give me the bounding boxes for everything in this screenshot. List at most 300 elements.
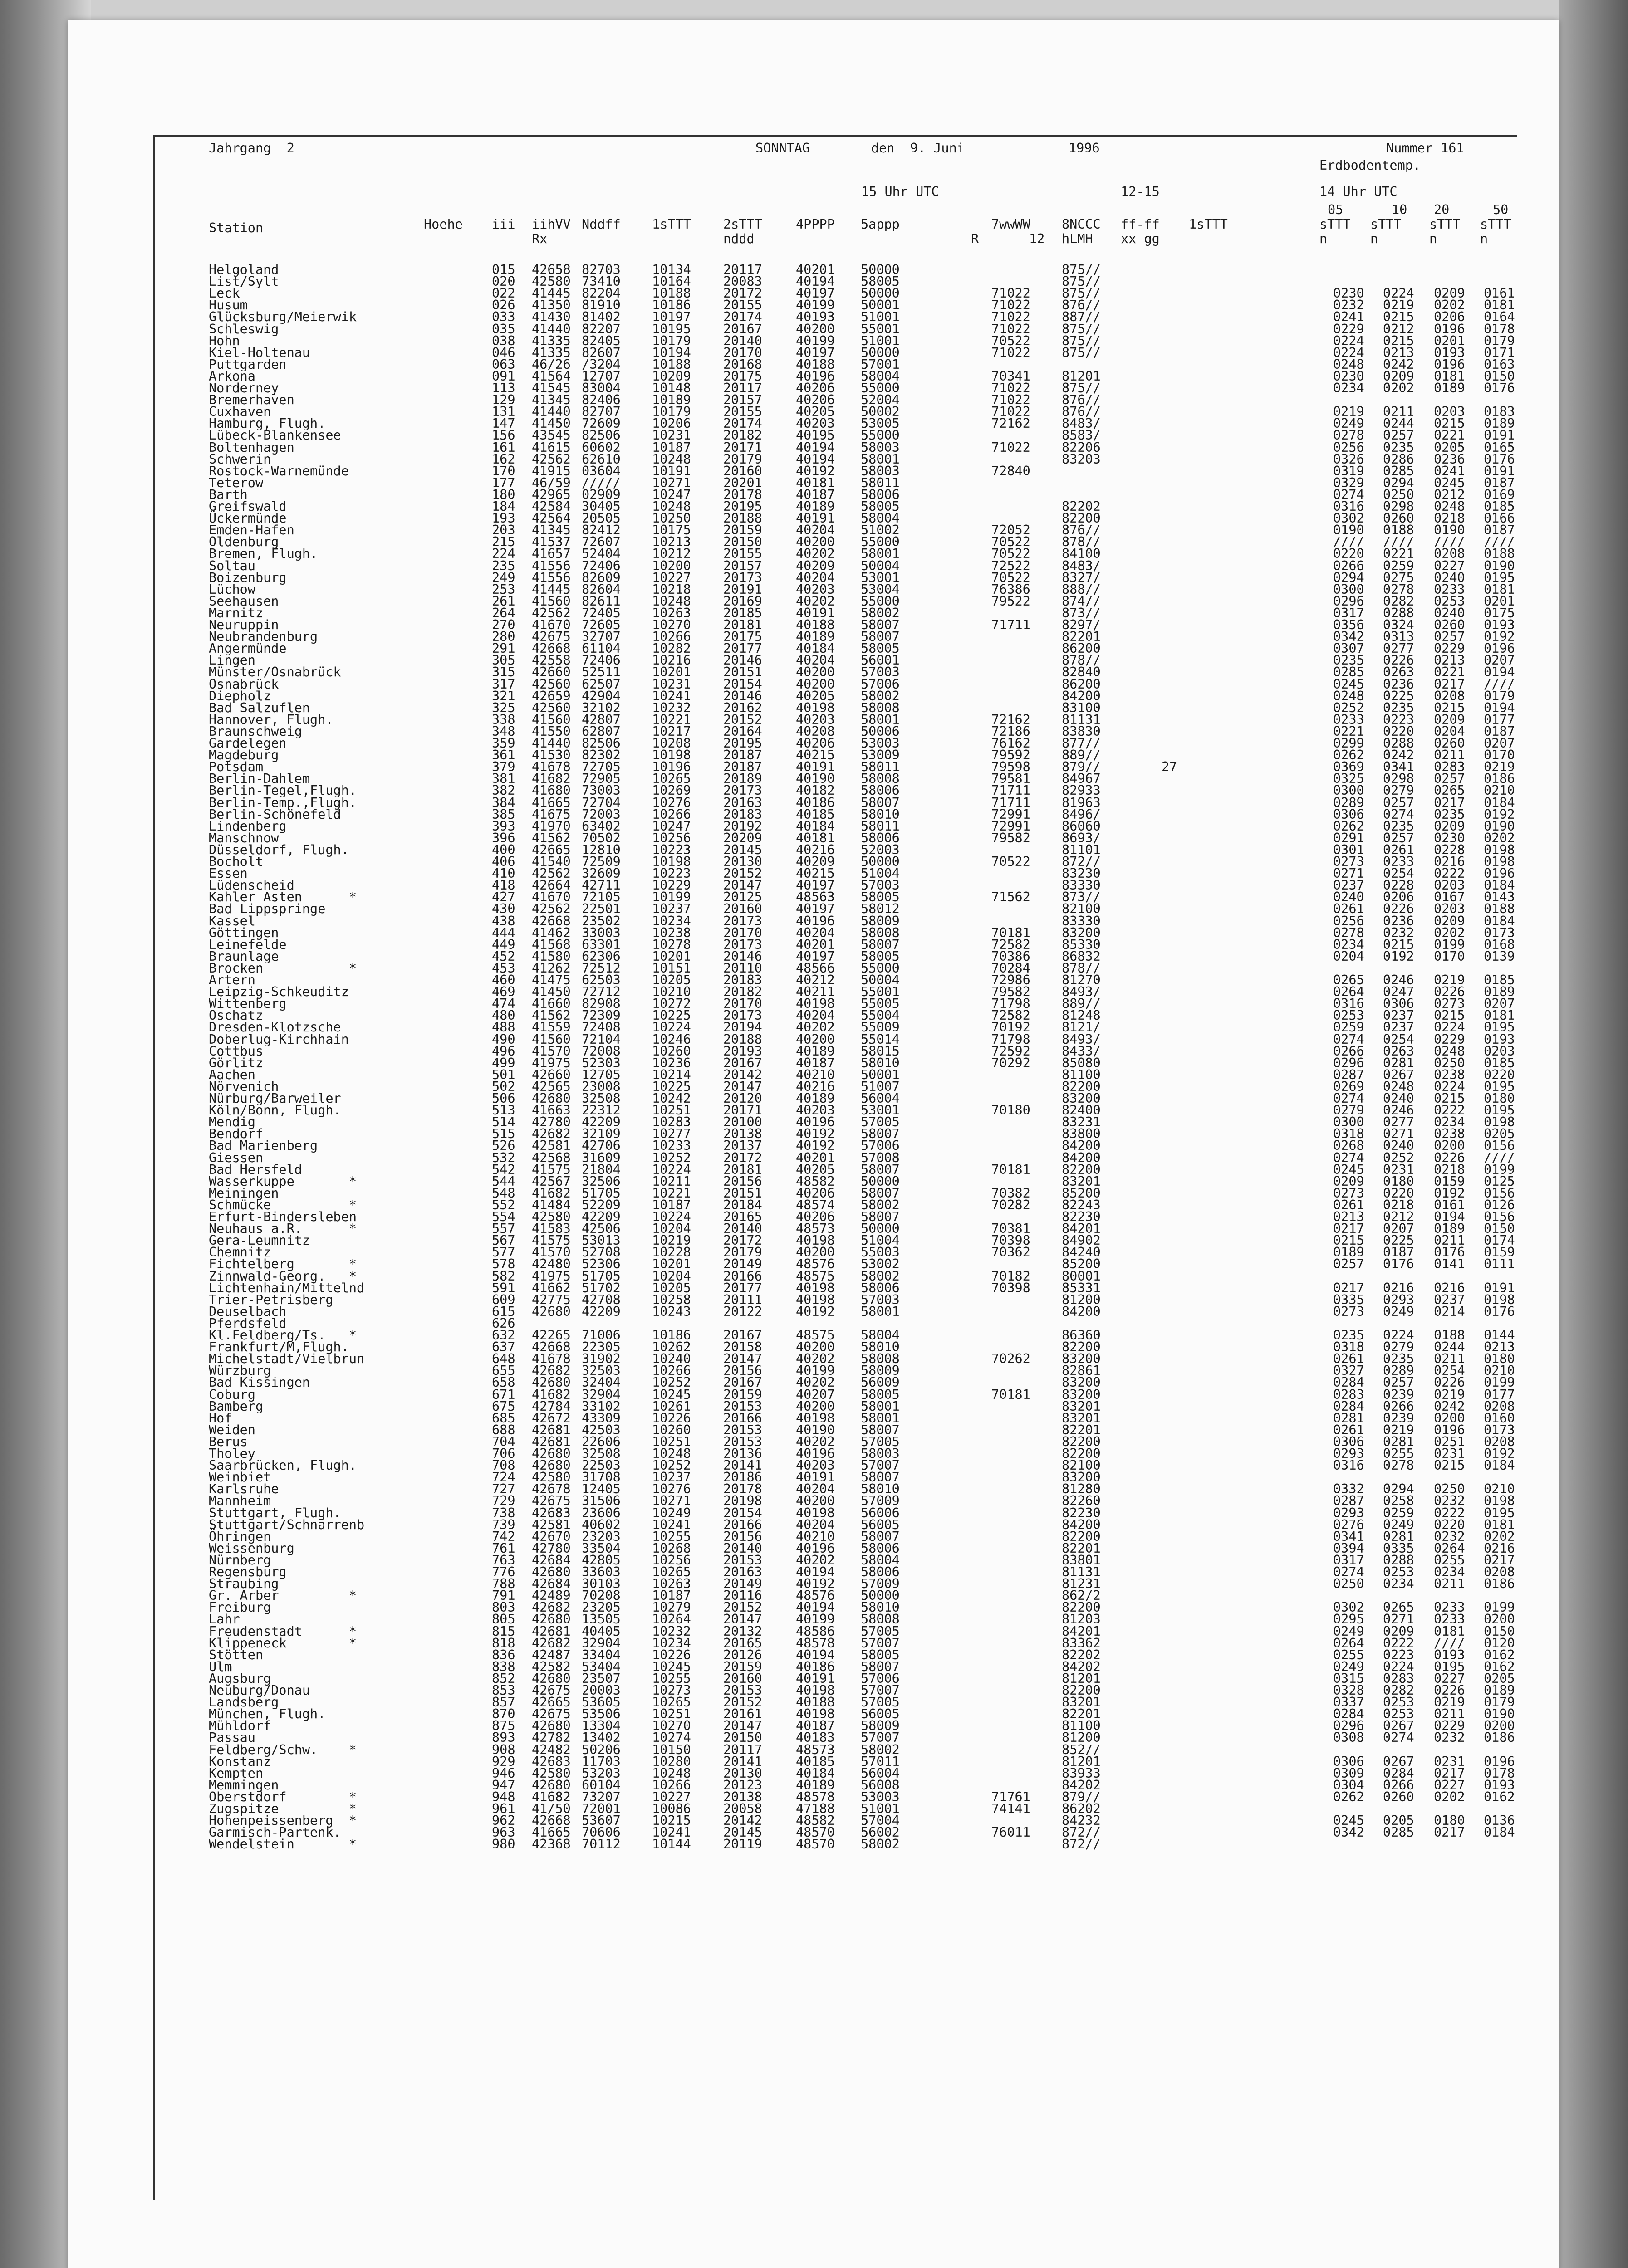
cell-8nccc: 872// [1062,1825,1101,1840]
cell-iii: 805 [492,1612,515,1627]
cell-nddff: 30405 [582,499,621,514]
cell-soil-05: 0294 [1333,570,1364,585]
cell-nddff: 20003 [582,1683,621,1698]
col-hlmh: hLMH [1062,231,1093,246]
cell-1sttt: 10198 [652,854,691,869]
cell-soil-20: 0238 [1434,1067,1465,1082]
cell-soil-10: 0286 [1383,451,1414,467]
cell-nddff: 72512 [582,960,621,976]
cell-iii: 552 [492,1197,515,1212]
cell-soil-10: 0216 [1383,1280,1414,1295]
cell-station-name: Schleswig [209,321,279,337]
cell-5appp: 57008 [861,1150,900,1165]
cell-4pppp: 40199 [796,333,835,348]
cell-4pppp: 40198 [796,700,835,715]
cell-station-name: Berus [209,1434,248,1449]
cell-1sttt: 10241 [652,1825,691,1840]
cell-iii: 410 [492,866,515,881]
cell-5appp: 53005 [861,416,900,431]
cell-5appp: 58003 [861,463,900,479]
cell-soil-50: 0181 [1484,1008,1515,1023]
cell-2sttt: 20138 [723,1126,762,1142]
cell-soil-20: 0218 [1434,1162,1465,1177]
cell-1sttt: 10242 [652,1091,691,1106]
cell-station-name: List/Sylt [209,274,279,289]
cell-iii: 460 [492,973,515,987]
cell-4pppp: 40200 [796,534,835,550]
cell-1sttt: 10243 [652,1304,691,1319]
cell-soil-10: 0263 [1383,665,1414,680]
cell-soil-05: 0287 [1333,1067,1364,1082]
cell-soil-20: 0228 [1434,842,1465,857]
cell-station-name: Gardelegen [209,736,287,751]
cell-iihvv: 42560 [532,676,571,692]
cell-8nccc: 852// [1062,1742,1101,1757]
cell-7wwww: 79522 [991,593,1030,609]
cell-4pppp: 40200 [796,321,835,337]
cell-soil-05: 0253 [1333,1008,1364,1023]
cell-7wwww: 71711 [991,617,1030,632]
cell-soil-20: 0236 [1434,451,1465,467]
cell-iii: 215 [492,534,515,550]
cell-nddff: 82405 [582,333,621,348]
cell-nddff: 33504 [582,1540,621,1556]
cell-soil-50: 0170 [1484,748,1515,763]
cell-soil-50: 0184 [1484,913,1515,929]
cell-iihvv: 41657 [532,546,571,562]
cell-1sttt: 10188 [652,357,691,372]
cell-station-name: Artern [209,973,255,987]
cell-8nccc: 82200 [1062,1600,1101,1615]
cell-soil-05: 0232 [1333,298,1364,313]
cell-soil-10: 0223 [1383,1647,1414,1662]
cell-station-name: Bamberg [209,1398,264,1414]
cell-2sttt: 20130 [723,854,762,869]
cell-iii: 658 [492,1375,515,1390]
cell-1sttt: 10263 [652,605,691,621]
cell-2sttt: 20120 [723,1091,762,1106]
cell-station-name: Münster/Osnabrück [209,665,341,680]
cell-8nccc: 82200 [1062,1434,1101,1449]
cell-soil-50: 0200 [1484,1718,1515,1734]
cell-8nccc: 83200 [1062,1387,1101,1402]
cell-soil-50: 0180 [1484,1351,1515,1367]
cell-soil-20: 0254 [1434,1363,1465,1378]
cell-1sttt: 10205 [652,973,691,987]
cell-nddff: 42805 [582,1552,621,1568]
cell-7wwww: 70522 [991,534,1030,550]
cell-2sttt: 20149 [723,1256,762,1272]
cell-station-name: Ulm [209,1659,232,1674]
cell-soil-20: 0181 [1434,1623,1465,1639]
cell-soil-50: 0143 [1484,890,1515,905]
cell-iihvv: 42665 [532,842,571,857]
cell-iihvv: 42675 [532,629,571,645]
cell-iihvv: 42682 [532,1363,571,1378]
cell-station-name: Bad Hersfeld [209,1162,302,1177]
cell-soil-20: 0211 [1434,1576,1465,1592]
cell-soil-20: 0224 [1434,1079,1465,1094]
cell-8nccc: 85331 [1062,1280,1101,1295]
cell-2sttt: 20147 [723,1718,762,1734]
cell-nddff: 82703 [582,262,621,277]
cell-4pppp: 40194 [796,1647,835,1662]
cell-iii: 532 [492,1150,515,1165]
cell-iii: 203 [492,523,515,538]
cell-1sttt: 10187 [652,440,691,455]
cell-station-name: Nürburg/Barweiler [209,1091,341,1106]
cell-station-name: Dresden-Klotzsche [209,1020,341,1035]
cell-soil-05: 0235 [1333,653,1364,668]
cell-soil-50: 0173 [1484,925,1515,940]
cell-8nccc: 876// [1062,298,1101,313]
cell-soil-50: 0189 [1484,416,1515,431]
cell-nddff: 23606 [582,1505,621,1520]
cell-1sttt: 10191 [652,463,691,479]
cell-soil-20: 0227 [1434,558,1465,573]
cell-iihvv: 42782 [532,1730,571,1745]
cell-5appp: 56005 [861,1706,900,1722]
cell-iii: 147 [492,416,515,431]
cell-2sttt: 20166 [723,1268,762,1284]
cell-soil-05: 0278 [1333,428,1364,443]
cell-4pppp: 40205 [796,1162,835,1177]
cell-8nccc: 872// [1062,1837,1101,1852]
cell-1sttt: 10226 [652,1410,691,1426]
cell-soil-20: 0209 [1434,286,1465,301]
cell-nddff: 73207 [582,1789,621,1804]
cell-iii: 406 [492,854,515,869]
cell-7wwww: 71711 [991,783,1030,798]
cell-2sttt: 20167 [723,1328,762,1343]
cell-station-name: Stötten [209,1647,264,1662]
cell-5appp: 50000 [861,1588,900,1603]
cell-soil-05: 0245 [1333,676,1364,692]
cell-soil-05: 0262 [1333,1789,1364,1804]
cell-2sttt: 20187 [723,748,762,763]
cell-7wwww: 72052 [991,523,1030,538]
cell-1sttt: 10238 [652,925,691,940]
cell-soil-10: 0215 [1383,309,1414,325]
cell-soil-10: 0224 [1383,1328,1414,1343]
cell-4pppp: 40199 [796,298,835,313]
cell-8nccc: 875// [1062,321,1101,337]
cell-8nccc: 84200 [1062,1517,1101,1532]
cell-soil-10: 0242 [1383,748,1414,763]
cell-soil-05: 0329 [1333,475,1364,490]
cell-soil-20: 0204 [1434,723,1465,739]
cell-iihvv: 41550 [532,723,571,739]
cell-iii: 305 [492,653,515,668]
cell-soil-05: 0309 [1333,1765,1364,1781]
cell-nddff: 31902 [582,1351,621,1367]
cell-station-name: Passau [209,1730,255,1745]
cell-station-name: Bad Lippspringe [209,901,326,917]
cell-soil-20: 0233 [1434,1600,1465,1615]
cell-1sttt: 10265 [652,771,691,787]
cell-8nccc: 873// [1062,605,1101,621]
cell-8nccc: 8433/ [1062,1043,1101,1059]
cell-5appp: 50006 [861,723,900,739]
cell-8nccc: 879// [1062,759,1101,775]
cell-nddff: 02909 [582,487,621,502]
cell-soil-10: 0235 [1383,700,1414,715]
cell-station-name: Gera-Leumnitz [209,1233,310,1248]
cell-iii: 577 [492,1245,515,1260]
cell-station-name: Konstanz [209,1754,271,1769]
cell-station-name: Cottbus [209,1043,264,1059]
cell-soil-10: 0267 [1383,1754,1414,1769]
cell-soil-10: 0278 [1383,1458,1414,1473]
cell-nddff: 42708 [582,1292,621,1307]
cell-soil-50: 0177 [1484,712,1515,727]
cell-5appp: 53009 [861,748,900,763]
cell-soil-20: 0202 [1434,1789,1465,1804]
cell-soil-05: 0319 [1333,463,1364,479]
cell-station-name: Bendorf [209,1126,264,1142]
cell-4pppp: 40197 [796,901,835,917]
cell-4pppp: 40206 [796,1185,835,1201]
cell-8nccc: 83801 [1062,1552,1101,1568]
cell-nddff: 12707 [582,368,621,384]
cell-iii: 818 [492,1635,515,1651]
cell-iii: 338 [492,712,515,727]
cell-iii: 063 [492,357,515,372]
cell-7wwww: 79581 [991,771,1030,787]
cell-2sttt: 20157 [723,392,762,408]
cell-5appp: 53001 [861,1103,900,1118]
cell-iii: 418 [492,878,515,893]
cell-iihvv: 42680 [532,1375,571,1390]
cell-iihvv: 42680 [532,1671,571,1686]
cell-1sttt: 10216 [652,653,691,668]
cell-2sttt: 20156 [723,1173,762,1189]
cell-soil-50: 0176 [1484,451,1515,467]
cell-iihvv: 42562 [532,451,571,467]
cell-1sttt: 10265 [652,1695,691,1710]
cell-8nccc: 81200 [1062,1730,1101,1745]
cell-5appp: 56002 [861,1825,900,1840]
cell-iii: 359 [492,736,515,751]
cell-5appp: 57005 [861,1434,900,1449]
cell-iihvv: 41445 [532,582,571,597]
cell-soil-05: 0284 [1333,1375,1364,1390]
cell-5appp: 58009 [861,1718,900,1734]
cell-8nccc: 83200 [1062,1091,1101,1106]
cell-soil-20: 0231 [1434,1446,1465,1461]
cell-5appp: 57005 [861,1695,900,1710]
cell-iii: 438 [492,913,515,929]
cell-2sttt: 20140 [723,333,762,348]
cell-nddff: 62610 [582,451,621,467]
cell-5appp: 58002 [861,688,900,704]
cell-2sttt: 20178 [723,1481,762,1497]
cell-nddff: 13304 [582,1718,621,1734]
cell-soil-10: 0279 [1383,783,1414,798]
cell-station-name: Weissenburg [209,1540,294,1556]
cell-7wwww: 70262 [991,1351,1030,1367]
cell-1sttt: 10266 [652,1363,691,1378]
cell-4pppp: 40216 [796,842,835,857]
cell-iii: 980 [492,1837,515,1852]
cell-4pppp: 47188 [796,1801,835,1816]
cell-soil-20: 0141 [1434,1256,1465,1272]
cell-station-name: Chemnitz [209,1245,271,1260]
cell-8nccc: 82200 [1062,1529,1101,1544]
cell-iihvv: 42664 [532,878,571,893]
cell-7wwww: 70182 [991,1268,1030,1284]
cell-soil-50: 0187 [1484,475,1515,490]
cell-4pppp: 48578 [796,1635,835,1651]
cell-soil-20: 0260 [1434,617,1465,632]
cell-1sttt: 10280 [652,1754,691,1769]
cell-iii: 803 [492,1600,515,1615]
cell-8nccc: 875// [1062,286,1101,301]
cell-5appp: 57007 [861,1458,900,1473]
col-sttt-05: sTTT [1319,217,1351,232]
cell-soil-10: 0253 [1383,1706,1414,1722]
cell-soil-50: 0173 [1484,1422,1515,1437]
cell-soil-05: 0306 [1333,1754,1364,1769]
cell-soil-20: 0199 [1434,937,1465,952]
cell-iii: 929 [492,1754,515,1769]
cell-iihvv: 41262 [532,960,571,976]
cell-soil-50: 0208 [1484,1398,1515,1414]
cell-soil-50: 0186 [1484,771,1515,787]
cell-soil-05: 0266 [1333,558,1364,573]
cell-soil-05: 0316 [1333,1458,1364,1473]
cell-5appp: 51007 [861,1079,900,1094]
cell-soil-10: 0220 [1383,1185,1414,1201]
cell-iihvv: 41665 [532,795,571,810]
cell-8nccc: 875// [1062,262,1101,277]
cell-nddff: 62306 [582,948,621,964]
cell-1sttt: 10175 [652,523,691,538]
cell-2sttt: 20110 [723,960,762,976]
cell-5appp: 53001 [861,570,900,585]
cell-5appp: 50000 [861,262,900,277]
cell-4pppp: 40203 [796,416,835,431]
cell-iihvv: 42681 [532,1422,571,1437]
cell-4pppp: 40216 [796,1079,835,1094]
cell-iihvv: 41662 [532,1280,571,1295]
cell-2sttt: 20163 [723,1564,762,1579]
cell-8nccc: 83201 [1062,1398,1101,1414]
cell-soil-05: 0259 [1333,1020,1364,1035]
cell-soil-10: 0225 [1383,688,1414,704]
cell-soil-50: 0185 [1484,973,1515,987]
cell-4pppp: 48570 [796,1825,835,1840]
cell-iii: 249 [492,570,515,585]
cell-soil-50: 0166 [1484,511,1515,526]
cell-soil-05: 0220 [1333,546,1364,562]
cell-1sttt: 10227 [652,1789,691,1804]
cell-iii: 838 [492,1659,515,1674]
cell-soil-50: 0168 [1484,937,1515,952]
cell-soil-10: 0209 [1383,1623,1414,1639]
cell-4pppp: 40191 [796,511,835,526]
cell-nddff: 03604 [582,463,621,479]
cell-station-name: Husum [209,298,248,313]
cell-iihvv: 41540 [532,854,571,869]
cell-iihvv: 42680 [532,1304,571,1319]
cell-soil-20: 0233 [1434,1612,1465,1627]
cell-soil-50: 0136 [1484,1813,1515,1828]
cell-soil-50: 0184 [1484,795,1515,810]
cell-2sttt: 20163 [723,795,762,810]
cell-soil-50: 0188 [1484,901,1515,917]
cell-iihvv: 41560 [532,712,571,727]
cell-5appp: 58004 [861,1328,900,1343]
cell-2sttt: 20167 [723,321,762,337]
cell-station-name: Karlsruhe [209,1481,279,1497]
cell-soil-20: 0234 [1434,1564,1465,1579]
cell-2sttt: 20172 [723,1233,762,1248]
cell-soil-20: 0226 [1434,1150,1465,1165]
cell-iihvv: 41537 [532,534,571,550]
cell-soil-05: 0328 [1333,1683,1364,1698]
cell-soil-20: 0211 [1434,748,1465,763]
cell-2sttt: 20174 [723,416,762,431]
cell-soil-05: 0283 [1333,1387,1364,1402]
cell-1sttt: 10224 [652,1209,691,1224]
cell-1sttt: 10264 [652,1612,691,1627]
cell-soil-50: 0192 [1484,629,1515,645]
cell-soil-50: 0217 [1484,1552,1515,1568]
cell-iihvv: 41615 [532,440,571,455]
cell-8nccc: 887// [1062,309,1101,325]
cell-1sttt: 10266 [652,1777,691,1793]
cell-4pppp: 48575 [796,1328,835,1343]
cell-4pppp: 48582 [796,1173,835,1189]
cell-nddff: 32506 [582,1173,621,1189]
cell-4pppp: 48563 [796,890,835,905]
cell-iii: 514 [492,1114,515,1130]
cell-1sttt: 10224 [652,1020,691,1035]
cell-nddff: 63402 [582,818,621,834]
cell-4pppp: 48578 [796,1789,835,1804]
cell-2sttt: 20188 [723,1031,762,1047]
cell-soil-05: 0342 [1333,629,1364,645]
cell-1sttt: 10213 [652,534,691,550]
cell-4pppp: 40197 [796,345,835,360]
cell-nddff: 32707 [582,629,621,645]
cell-1sttt: 10204 [652,1221,691,1237]
issue-number: Nummer 161 [1386,141,1464,156]
cell-soil-05: 0245 [1333,1813,1364,1828]
cell-5appp: 58001 [861,546,900,562]
cell-station-name: Straubing [209,1576,279,1592]
cell-soil-20: 0234 [1434,1114,1465,1130]
cell-7wwww: 71022 [991,345,1030,360]
cell-1sttt: 10201 [652,1256,691,1272]
cell-2sttt: 20154 [723,1505,762,1520]
cell-soil-10: 0225 [1383,1233,1414,1248]
cell-nddff: 32508 [582,1446,621,1461]
cell-soil-05: 0237 [1333,878,1364,893]
cell-soil-50: 0156 [1484,1209,1515,1224]
cell-iihvv: 41570 [532,1043,571,1059]
cell-5appp: 58002 [861,1837,900,1852]
cell-7wwww: 71022 [991,286,1030,301]
cell-iihvv: 42581 [532,1517,571,1532]
cell-soil-10: 0293 [1383,1292,1414,1307]
cell-5appp: 58005 [861,641,900,656]
cell-2sttt: 20151 [723,665,762,680]
cell-station-name: Lahr [209,1612,240,1627]
cell-soil-20: 0232 [1434,1730,1465,1745]
cell-iihvv: 41568 [532,937,571,952]
